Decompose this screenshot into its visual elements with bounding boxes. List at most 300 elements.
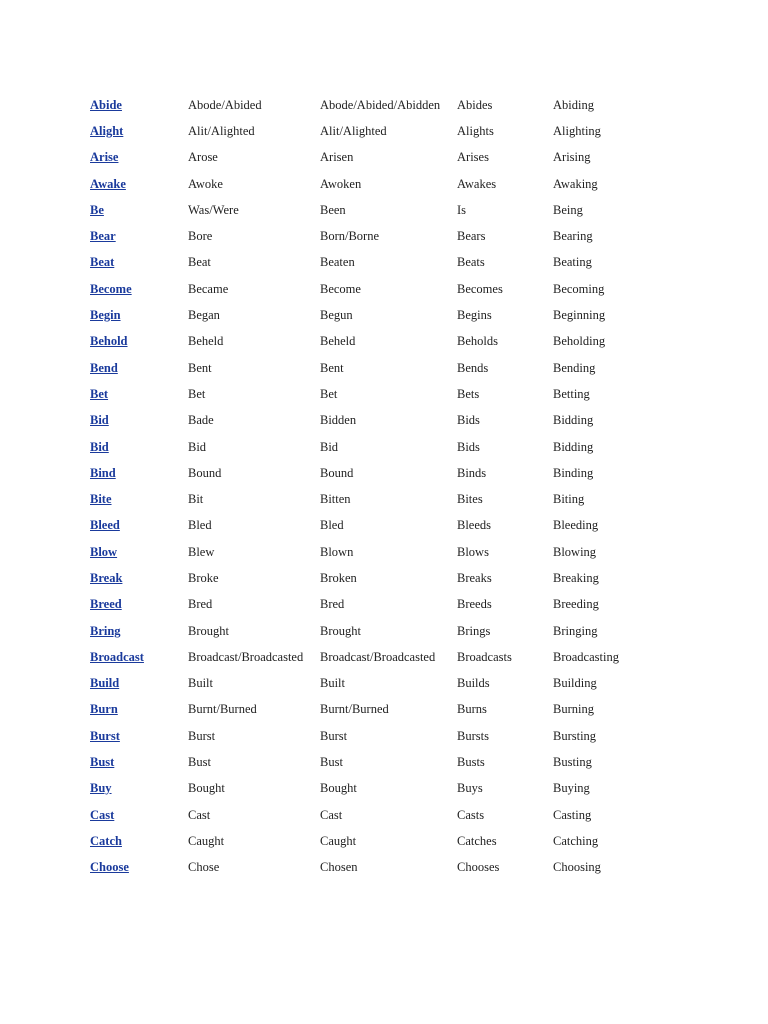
- verb-third-person-cell: Bleeds: [457, 518, 492, 533]
- verb-third-person-cell: Arises: [457, 150, 489, 165]
- verb-base-link[interactable]: Bid: [90, 439, 109, 454]
- table-cell: [457, 302, 553, 328]
- verb-past-cell: Broadcast/Broadcasted: [188, 649, 304, 664]
- table-row: [90, 223, 730, 249]
- verb-base-link[interactable]: Bear: [90, 229, 116, 244]
- verb-base-link[interactable]: Beat: [90, 255, 115, 270]
- verb-ing-cell: Betting: [553, 386, 590, 401]
- table-cell: [90, 302, 188, 328]
- table-cell: [553, 697, 730, 723]
- verb-third-person-cell: Bids: [457, 439, 480, 454]
- verb-third-person-cell: Burns: [457, 702, 487, 717]
- verb-forms-table: [90, 92, 730, 881]
- verb-ing-cell: Bidding: [553, 439, 594, 454]
- verb-ing-cell: Alighting: [553, 123, 601, 138]
- verb-past-cell: Brought: [188, 623, 229, 638]
- verb-third-person-cell: Is: [457, 202, 467, 217]
- verb-past-cell: Bound: [188, 465, 222, 480]
- table-cell: [90, 276, 188, 302]
- verb-third-person-cell: Breeds: [457, 597, 492, 612]
- table-cell: [457, 145, 553, 171]
- verb-past-participle-cell: Been: [320, 202, 346, 217]
- verb-past-cell: Bid: [188, 439, 207, 454]
- verb-base-link[interactable]: Bust: [90, 755, 115, 770]
- table-cell: [457, 828, 553, 854]
- verb-ing-cell: Broadcasting: [553, 649, 619, 664]
- verb-past-participle-cell: Bred: [320, 597, 345, 612]
- verb-past-participle-cell: Arisen: [320, 150, 354, 165]
- table-cell: [320, 697, 457, 723]
- verb-past-cell: Alit/Alighted: [188, 123, 255, 138]
- table-cell: [90, 592, 188, 618]
- verb-third-person-cell: Alights: [457, 123, 494, 138]
- verb-past-cell: Was/Were: [188, 202, 239, 217]
- table-cell: [320, 776, 457, 802]
- verb-past-participle-cell: Bet: [320, 386, 338, 401]
- table-cell: [188, 460, 320, 486]
- table-row: [90, 302, 730, 328]
- verb-ing-cell: Breaking: [553, 570, 599, 585]
- verb-third-person-cell: Bids: [457, 413, 480, 428]
- table-cell: [90, 855, 188, 881]
- verb-past-participle-cell: Born/Borne: [320, 229, 380, 244]
- verb-past-cell: Bled: [188, 518, 212, 533]
- table-cell: [457, 276, 553, 302]
- table-cell: [457, 171, 553, 197]
- table-cell: [188, 434, 320, 460]
- verb-base-link[interactable]: Become: [90, 281, 132, 296]
- table-cell: [188, 513, 320, 539]
- verb-base-link[interactable]: Bet: [90, 386, 109, 401]
- table-cell: [188, 223, 320, 249]
- table-row: [90, 145, 730, 171]
- verb-third-person-cell: Breaks: [457, 570, 492, 585]
- table-cell: [188, 828, 320, 854]
- table-cell: [188, 644, 320, 670]
- verb-ing-cell: Casting: [553, 807, 592, 822]
- table-cell: [320, 749, 457, 775]
- verb-past-participle-cell: Bled: [320, 518, 344, 533]
- verb-third-person-cell: Awakes: [457, 176, 497, 191]
- table-cell: [553, 486, 730, 512]
- verb-ing-cell: Bleeding: [553, 518, 599, 533]
- verb-third-person-cell: Bends: [457, 360, 489, 375]
- verb-third-person-cell: Begins: [457, 308, 492, 323]
- verb-ing-cell: Busting: [553, 755, 592, 770]
- verb-base-link[interactable]: Begin: [90, 308, 121, 323]
- table-cell: [457, 460, 553, 486]
- table-cell: [457, 749, 553, 775]
- table-cell: [457, 408, 553, 434]
- verb-base-link[interactable]: Burn: [90, 702, 118, 717]
- table-cell: [457, 381, 553, 407]
- verb-past-participle-cell: Bust: [320, 755, 343, 770]
- table-cell: [553, 250, 730, 276]
- table-cell: [320, 355, 457, 381]
- table-cell: [457, 250, 553, 276]
- verb-past-cell: Beheld: [188, 334, 224, 349]
- verb-past-cell: Awoke: [188, 176, 223, 191]
- verb-third-person-cell: Abides: [457, 97, 493, 112]
- verb-ing-cell: Buying: [553, 781, 590, 796]
- verb-base-link[interactable]: Be: [90, 202, 104, 217]
- verb-base-link[interactable]: Bind: [90, 465, 116, 480]
- table-cell: [90, 486, 188, 512]
- verb-third-person-cell: Chooses: [457, 860, 500, 875]
- table-cell: [553, 329, 730, 355]
- table-row: [90, 381, 730, 407]
- table-cell: [553, 749, 730, 775]
- verb-base-link[interactable]: Cast: [90, 807, 115, 822]
- table-row: [90, 408, 730, 434]
- table-cell: [457, 118, 553, 144]
- verb-past-cell: Abode/Abided: [188, 97, 262, 112]
- table-cell: [553, 434, 730, 460]
- table-cell: [320, 145, 457, 171]
- table-cell: [90, 434, 188, 460]
- table-cell: [457, 486, 553, 512]
- verb-ing-cell: Blowing: [553, 544, 597, 559]
- table-cell: [90, 802, 188, 828]
- table-cell: [553, 855, 730, 881]
- table-cell: [90, 118, 188, 144]
- table-cell: [320, 434, 457, 460]
- verb-third-person-cell: Blows: [457, 544, 489, 559]
- verb-base-link[interactable]: Broadcast: [90, 649, 144, 664]
- verb-past-participle-cell: Alit/Alighted: [320, 123, 387, 138]
- table-cell: [90, 723, 188, 749]
- table-row: [90, 618, 730, 644]
- verb-base-link[interactable]: Burst: [90, 728, 120, 743]
- table-cell: [90, 329, 188, 355]
- table-cell: [457, 671, 553, 697]
- table-cell: [320, 618, 457, 644]
- table-cell: [553, 223, 730, 249]
- table-cell: [457, 618, 553, 644]
- verb-base-link[interactable]: Awake: [90, 176, 126, 191]
- verb-ing-cell: Bidding: [553, 413, 594, 428]
- verb-past-cell: Bit: [188, 492, 204, 507]
- table-row: [90, 197, 730, 223]
- verb-ing-cell: Binding: [553, 465, 594, 480]
- table-cell: [553, 513, 730, 539]
- table-cell: [553, 381, 730, 407]
- verb-past-cell: Beat: [188, 255, 211, 270]
- table-cell: [188, 592, 320, 618]
- verb-past-participle-cell: Cast: [320, 807, 343, 822]
- table-cell: [188, 802, 320, 828]
- verb-third-person-cell: Bites: [457, 492, 483, 507]
- table-row: [90, 171, 730, 197]
- verb-base-link[interactable]: Bring: [90, 623, 121, 638]
- table-row: [90, 250, 730, 276]
- table-cell: [90, 381, 188, 407]
- table-cell: [457, 644, 553, 670]
- table-cell: [320, 486, 457, 512]
- table-cell: [188, 92, 320, 118]
- verb-past-participle-cell: Begun: [320, 308, 353, 323]
- table-row: [90, 592, 730, 618]
- verb-ing-cell: Beating: [553, 255, 592, 270]
- table-cell: [90, 697, 188, 723]
- verb-past-cell: Bred: [188, 597, 213, 612]
- table-cell: [320, 92, 457, 118]
- table-cell: [457, 565, 553, 591]
- verb-base-link[interactable]: Bid: [90, 413, 109, 428]
- verb-past-cell: Cast: [188, 807, 211, 822]
- table-cell: [320, 513, 457, 539]
- table-cell: [553, 302, 730, 328]
- verb-past-cell: Burnt/Burned: [188, 702, 257, 717]
- verb-past-participle-cell: Bidden: [320, 413, 357, 428]
- table-cell: [320, 828, 457, 854]
- table-cell: [188, 145, 320, 171]
- verb-base-link[interactable]: Build: [90, 676, 120, 691]
- table-row: [90, 802, 730, 828]
- table-cell: [188, 302, 320, 328]
- verb-ing-cell: Arising: [553, 150, 591, 165]
- table-cell: [553, 828, 730, 854]
- table-cell: [457, 723, 553, 749]
- table-cell: [320, 118, 457, 144]
- table-cell: [90, 171, 188, 197]
- verb-base-link[interactable]: Bite: [90, 492, 112, 507]
- table-cell: [457, 697, 553, 723]
- table-cell: [188, 486, 320, 512]
- verb-ing-cell: Beholding: [553, 334, 606, 349]
- verb-table-body: [90, 92, 730, 881]
- verb-base-link[interactable]: Choose: [90, 860, 129, 875]
- table-cell: [553, 539, 730, 565]
- table-cell: [320, 855, 457, 881]
- verb-ing-cell: Building: [553, 676, 597, 691]
- verb-base-link[interactable]: Catch: [90, 833, 122, 848]
- table-row: [90, 460, 730, 486]
- table-row: [90, 513, 730, 539]
- verb-past-cell: Blew: [188, 544, 215, 559]
- verb-base-link[interactable]: Arise: [90, 150, 119, 165]
- verb-past-participle-cell: Broadcast/Broadcasted: [320, 649, 436, 664]
- verb-past-cell: Became: [188, 281, 229, 296]
- verb-ing-cell: Choosing: [553, 860, 601, 875]
- verb-base-link[interactable]: Bend: [90, 360, 118, 375]
- verb-third-person-cell: Becomes: [457, 281, 503, 296]
- table-cell: [188, 355, 320, 381]
- verb-past-participle-cell: Bound: [320, 465, 354, 480]
- verb-past-participle-cell: Built: [320, 676, 346, 691]
- verb-past-participle-cell: Abode/Abided/Abidden: [320, 97, 441, 112]
- verb-past-participle-cell: Burst: [320, 728, 348, 743]
- table-cell: [553, 644, 730, 670]
- verb-ing-cell: Bursting: [553, 728, 597, 743]
- table-cell: [320, 302, 457, 328]
- verb-past-participle-cell: Brought: [320, 623, 361, 638]
- verb-past-participle-cell: Chosen: [320, 860, 358, 875]
- table-cell: [90, 828, 188, 854]
- verb-third-person-cell: Binds: [457, 465, 487, 480]
- verb-base-link[interactable]: Alight: [90, 123, 124, 138]
- table-cell: [457, 855, 553, 881]
- verb-third-person-cell: Broadcasts: [457, 649, 512, 664]
- table-cell: [188, 539, 320, 565]
- verb-ing-cell: Awaking: [553, 176, 598, 191]
- table-cell: [320, 250, 457, 276]
- verb-past-participle-cell: Beheld: [320, 334, 356, 349]
- verb-past-cell: Burst: [188, 728, 216, 743]
- verb-ing-cell: Becoming: [553, 281, 605, 296]
- verb-ing-cell: Being: [553, 202, 583, 217]
- table-row: [90, 697, 730, 723]
- verb-ing-cell: Bringing: [553, 623, 598, 638]
- verb-past-participle-cell: Bought: [320, 781, 357, 796]
- table-cell: [188, 671, 320, 697]
- table-cell: [320, 381, 457, 407]
- verb-past-participle-cell: Bid: [320, 439, 339, 454]
- table-cell: [188, 749, 320, 775]
- table-cell: [457, 355, 553, 381]
- table-cell: [457, 223, 553, 249]
- verb-base-link[interactable]: Behold: [90, 334, 128, 349]
- verb-past-cell: Bet: [188, 386, 206, 401]
- table-cell: [320, 671, 457, 697]
- table-cell: [457, 539, 553, 565]
- verb-base-link[interactable]: Bleed: [90, 518, 120, 533]
- table-cell: [188, 381, 320, 407]
- table-cell: [320, 408, 457, 434]
- verb-third-person-cell: Buys: [457, 781, 483, 796]
- verb-third-person-cell: Builds: [457, 676, 490, 691]
- table-row: [90, 118, 730, 144]
- table-cell: [457, 513, 553, 539]
- table-cell: [320, 539, 457, 565]
- table-cell: [188, 618, 320, 644]
- verb-base-link[interactable]: Breed: [90, 597, 122, 612]
- table-cell: [188, 171, 320, 197]
- verb-third-person-cell: Bursts: [457, 728, 489, 743]
- verb-past-cell: Chose: [188, 860, 220, 875]
- table-cell: [90, 408, 188, 434]
- verb-third-person-cell: Busts: [457, 755, 485, 770]
- table-cell: [553, 145, 730, 171]
- table-cell: [320, 197, 457, 223]
- table-cell: [457, 776, 553, 802]
- table-row: [90, 276, 730, 302]
- verb-past-cell: Arose: [188, 150, 218, 165]
- verb-ing-cell: Bending: [553, 360, 596, 375]
- verb-base-link[interactable]: Buy: [90, 781, 112, 796]
- table-row: [90, 723, 730, 749]
- verb-ing-cell: Beginning: [553, 308, 606, 323]
- table-cell: [90, 223, 188, 249]
- table-row: [90, 749, 730, 775]
- table-cell: [320, 171, 457, 197]
- verb-past-participle-cell: Broken: [320, 570, 357, 585]
- table-cell: [188, 276, 320, 302]
- table-row: [90, 671, 730, 697]
- table-row: [90, 855, 730, 881]
- table-cell: [320, 329, 457, 355]
- table-cell: [188, 565, 320, 591]
- table-cell: [90, 671, 188, 697]
- table-cell: [188, 197, 320, 223]
- verb-third-person-cell: Bets: [457, 386, 480, 401]
- verb-ing-cell: Breeding: [553, 597, 599, 612]
- table-row: [90, 776, 730, 802]
- table-cell: [320, 565, 457, 591]
- table-cell: [188, 118, 320, 144]
- table-cell: [553, 565, 730, 591]
- table-cell: [553, 408, 730, 434]
- table-cell: [457, 802, 553, 828]
- verb-past-cell: Began: [188, 308, 220, 323]
- table-cell: [188, 408, 320, 434]
- table-cell: [553, 723, 730, 749]
- table-cell: [457, 434, 553, 460]
- table-cell: [320, 276, 457, 302]
- verb-past-participle-cell: Become: [320, 281, 361, 296]
- table-cell: [90, 539, 188, 565]
- table-cell: [553, 618, 730, 644]
- verb-base-link[interactable]: Break: [90, 570, 123, 585]
- table-cell: [553, 92, 730, 118]
- table-cell: [90, 776, 188, 802]
- verb-base-link[interactable]: Blow: [90, 544, 118, 559]
- verb-ing-cell: Bearing: [553, 229, 593, 244]
- verb-third-person-cell: Casts: [457, 807, 485, 822]
- table-cell: [320, 592, 457, 618]
- table-cell: [90, 145, 188, 171]
- table-cell: [553, 276, 730, 302]
- table-cell: [553, 197, 730, 223]
- verb-ing-cell: Burning: [553, 702, 594, 717]
- table-row: [90, 828, 730, 854]
- verb-third-person-cell: Catches: [457, 833, 497, 848]
- table-row: [90, 565, 730, 591]
- verb-past-cell: Caught: [188, 833, 225, 848]
- table-cell: [90, 460, 188, 486]
- table-cell: [320, 644, 457, 670]
- table-cell: [553, 802, 730, 828]
- verb-third-person-cell: Bears: [457, 229, 486, 244]
- verb-past-participle-cell: Caught: [320, 833, 357, 848]
- table-row: [90, 644, 730, 670]
- table-cell: [553, 460, 730, 486]
- table-row: [90, 355, 730, 381]
- table-cell: [553, 592, 730, 618]
- table-cell: [457, 92, 553, 118]
- table-cell: [90, 513, 188, 539]
- table-row: [90, 486, 730, 512]
- table-cell: [188, 776, 320, 802]
- table-row: [90, 329, 730, 355]
- table-cell: [188, 855, 320, 881]
- verb-past-participle-cell: Beaten: [320, 255, 355, 270]
- table-cell: [90, 92, 188, 118]
- verb-ing-cell: Biting: [553, 492, 585, 507]
- table-cell: [320, 802, 457, 828]
- verb-past-participle-cell: Bent: [320, 360, 344, 375]
- table-cell: [457, 329, 553, 355]
- table-cell: [90, 565, 188, 591]
- verb-past-cell: Bought: [188, 781, 225, 796]
- table-cell: [320, 723, 457, 749]
- verb-past-cell: Bust: [188, 755, 211, 770]
- table-cell: [90, 197, 188, 223]
- verb-past-participle-cell: Bitten: [320, 492, 351, 507]
- verb-base-link[interactable]: Abide: [90, 97, 122, 112]
- verb-past-cell: Broke: [188, 570, 219, 585]
- verb-third-person-cell: Brings: [457, 623, 491, 638]
